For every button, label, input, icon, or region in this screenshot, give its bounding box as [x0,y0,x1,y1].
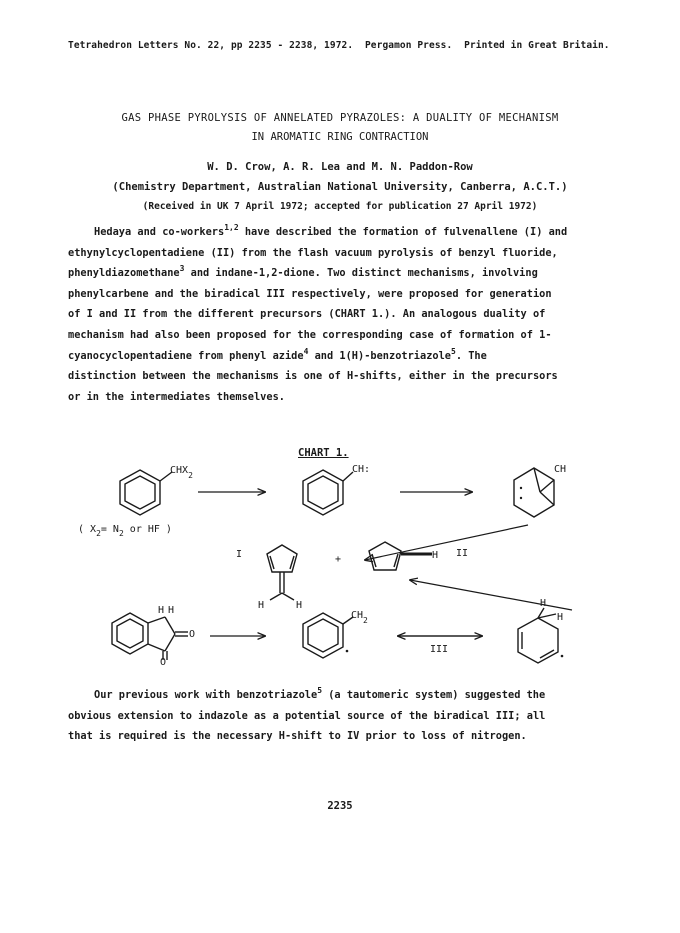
h-right-label: H [296,600,303,611]
text-line: phenylcarbene and the biradical III respectively, were proposed for generation [68,287,552,300]
reaction-arrow [365,525,528,560]
text-line: Hedaya and co-workers$^{1,2}$ have described the formation of fulvenallene (I) and [94,223,568,238]
text-line: phenyldiazomethane$^3$ and indane-1,2-dione. Two distinct mechanisms, involving [68,264,538,280]
reaction-scheme [60,450,630,665]
affiliation: (Chemistry Department, Australian National University, Canberra, A.C.T.) [112,181,568,193]
label-compound-ii: II [456,548,469,559]
page-number: 2235 [327,800,353,812]
right-h1-label: H [540,598,547,609]
label-compound-i: I [236,549,243,560]
bicyclic-intermediate-structure [514,464,566,517]
ethynyl-h-label: H [432,550,439,561]
benzyl-biradical-structure [303,610,368,658]
fulvenallene-structure [258,545,302,611]
authors: W. D. Crow, A. R. Lea and M. N. Paddon-Row [207,161,473,173]
text-line: ethynylcyclopentadiene (II) from the flash vacuum pyrolysis of benzyl fluoride, [68,246,558,259]
citation-ref: 1,2 [224,223,239,232]
paragraph-benzotriazole [68,685,628,747]
text-line: mechanism had also been proposed for the corresponding case of formation of 1- [68,328,552,341]
citation-ref: 3 [179,264,185,274]
methylene-biradical-structure [518,598,563,663]
dione-o1-label: O [189,629,196,640]
dione-h2-label: H [168,605,175,616]
received-dates: (Received in UK 7 April 1972; accepted for publication 27 April 1972) [142,201,538,212]
benzyl-ch2-label: $CH_2$ [351,610,368,625]
journal-header [68,40,616,51]
printed-note: Printed in Great Britain. [464,40,610,51]
text-line: obvious extension to indazole as a potential source of the biradical III; all [68,709,546,722]
paragraph-intro [68,222,628,407]
journal-citation: Tetrahedron Letters No. 22, pp 2235 - 2238, 1972. [68,40,354,51]
dione-h1-label: H [158,605,165,616]
publisher: Pergamon Press. [364,40,453,51]
right-h2-label: H [557,612,564,623]
label-biradical-iii: III [430,644,449,655]
citation-ref: 5 [317,686,323,695]
paper-title-line2: IN AROMATIC RING CONTRACTION [251,131,429,143]
plus-sign: + [335,554,342,565]
chart-title: CHART 1. [298,447,349,459]
x2-note: ( $X_2= N_2$ or HF ) [78,524,172,538]
citation-ref: 5 [451,346,456,356]
text-line: or in the intermediates themselves. [68,390,285,403]
chx2-label: $CHX_2$ [170,465,193,480]
reaction-arrow [410,580,572,610]
text-line: of I and II from the different precursors (CHART 1.). An analogous duality of [68,308,546,321]
h-left-label: H [258,600,265,611]
indane-dione-structure [112,605,195,665]
bicyclic-ch-label: CH [554,464,567,475]
phenylcarbene-structure [303,464,370,515]
benzyl-chx2-structure [120,465,193,515]
paper-title-line1: GAS PHASE PYROLYSIS OF ANNELATED PYRAZOLES: A DUALITY OF MECHANISM [121,112,559,124]
text-line: that is required is the necessary H-shift to IV prior to loss of nitrogen. [68,730,527,743]
carbene-label: CH: [352,464,371,475]
citation-ref: 4 [303,346,309,356]
text-line: Our previous work with benzotriazole$^5$ (a tautomeric system) suggested the [94,686,546,701]
dione-o2-label: O [160,657,167,665]
text-line: distinction between the mechanisms is one of H-shifts, either in the precursors [68,370,558,383]
text-line: cyanocyclopentadiene from phenyl azide$^4$ and 1(H)-benzotriazole$^5$. The [68,346,487,362]
